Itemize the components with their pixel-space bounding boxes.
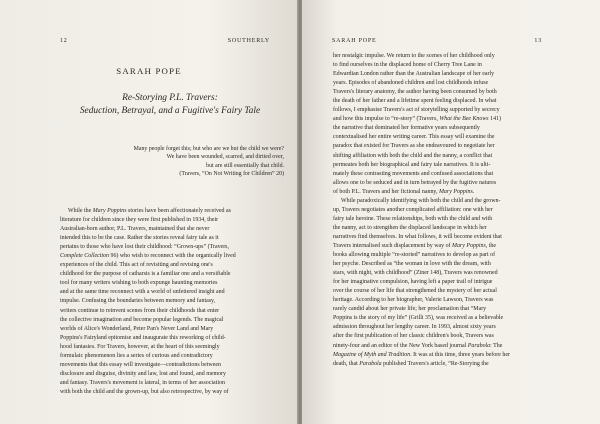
body-line: ninety-four and an editor of the New York based journal Parabola: The bbox=[333, 342, 503, 349]
body-line: tool for many writers wishing to both expunge haunting memories bbox=[60, 280, 218, 287]
epigraph-attribution: (Travers, “On Not Writing for Children” 20) bbox=[179, 170, 284, 177]
right-page bbox=[302, 0, 600, 424]
left-page bbox=[0, 0, 298, 424]
epigraph-line: We have been wounded, scarred, and dirtied over, bbox=[166, 154, 284, 161]
body-line: rarely candid about her private life; her proclamation that “Mary bbox=[333, 306, 487, 313]
body-line: pertains to those who have lost their childhood: “Grown-ups” (Travers, bbox=[60, 244, 229, 251]
article-title bbox=[40, 92, 298, 117]
body-line: years. Episodes of abandoned children and lost childhoods infuse bbox=[333, 80, 489, 87]
body-line: after the first publication of her classic children's book, Travers was bbox=[333, 333, 494, 340]
body-line: Magazine of Myth and Tradition. It was at this time, three years before her bbox=[333, 351, 510, 358]
body-line: shifting affiliation with both the child and the nanny, a conflict that bbox=[333, 152, 493, 159]
body-line: follows, I emphasise Travers's act of storytelling supported by secrecy bbox=[333, 107, 500, 114]
body-line: Poppins is the story of my life” (Grilli 35), was received as a believable bbox=[333, 315, 504, 322]
body-line: death, that Parabola published Travers's article, “Re-Storying the bbox=[333, 360, 489, 367]
body-line: writers continue to reinvent scenes from their childhoods that enter bbox=[60, 307, 220, 314]
body-line: experiences of the child. This act of revisiting and revising one's bbox=[60, 262, 213, 269]
body-line: the nanny, act to strengthen the displaced landscape in which her bbox=[333, 224, 487, 231]
article-title-line: Re-Storying P.L. Travers: bbox=[122, 93, 218, 103]
body-line: her psyche. Described as “the woman in love with the dream, with bbox=[333, 261, 491, 268]
body-line: up, Travers negotiates another complicated affiliation: one with her bbox=[333, 206, 493, 213]
body-line: literature for children since they were first published in 1934, their bbox=[60, 217, 219, 224]
body-line: Edwardian London rather than the Australian landscape of her early bbox=[333, 71, 495, 78]
epigraph bbox=[54, 145, 284, 178]
body-line: While paradoxically identifying with both the child and the grown- bbox=[341, 197, 501, 204]
body-line: the death of her father and a lifetime spent feeling displaced. In what bbox=[333, 98, 497, 105]
body-line: stars, with night, with childhood” (Ziner 148), Travers was renowned bbox=[333, 270, 498, 277]
body-line: hood fantasies. For Travers, however, at the heart of this seemingly bbox=[60, 343, 220, 350]
body-line: allows one to be seduced and in turn betrayed by the fugitive natures bbox=[333, 179, 497, 186]
body-line: permeates both her biographical and fairy tale narratives. It is ulti- bbox=[333, 161, 491, 168]
epigraph-line: but are still essentially that child. bbox=[206, 162, 284, 169]
right-body-text bbox=[333, 52, 551, 369]
body-line: to find ourselves in the displaced home of Cherry Tree Lane in bbox=[333, 62, 482, 69]
body-line: over the course of her life that strengthened the mystery of her actual bbox=[333, 288, 497, 295]
body-line: and fantasy. Travers's movement is lateral, in terms of her association bbox=[60, 379, 225, 386]
body-line: mately these contrasting movements and confused associations that bbox=[333, 170, 494, 177]
body-line: formulaic phenomenon lies a series of curious and contradictory bbox=[60, 352, 213, 359]
body-line: and how this impulse to “re-story” (Travers, What the Bee Knows 141) bbox=[333, 116, 501, 123]
body-line: contextualised her entire writing career. This essay will examine the bbox=[333, 134, 495, 141]
body-line: heritage. According to her biographer, Valerie Lawson, Travers was bbox=[333, 297, 494, 304]
body-line: and at the same time reconnect with a world of unfettered insight and bbox=[60, 289, 225, 296]
body-line: fairy tale heroine. These relationships, both with the child and with bbox=[333, 215, 493, 222]
body-line: impulse. Confusing the boundaries between memory and fantasy, bbox=[60, 298, 216, 305]
body-line: her nostalgic impulse. We return to the scenes of her childhood only bbox=[333, 53, 495, 59]
body-line: admission throughout her lengthy career. In 1993, almost sixty years bbox=[333, 324, 496, 331]
body-line: with both the child and the grown-up, but also retrospective, by way of bbox=[60, 388, 229, 395]
article-subtitle-line: Seduction, Betrayal, and a Fugitive's Fairy Tale bbox=[79, 105, 261, 116]
left-running-head: SOUTHERLY bbox=[227, 38, 270, 44]
body-line: While the Mary Poppins stories have been affectionately received as bbox=[68, 208, 231, 214]
right-page-number: 13 bbox=[534, 38, 542, 44]
left-page-number: 12 bbox=[60, 38, 68, 44]
body-line: Travers internalised such displacement by way of Mary Poppins, the bbox=[333, 242, 497, 249]
body-line: movements that this essay will investigate—contradictions between bbox=[60, 361, 221, 368]
right-running-head: SARAH POPE bbox=[332, 38, 377, 44]
body-line: disclosure and disguise, divinity and law, lost and found, and memory bbox=[60, 370, 227, 377]
body-line: the collective imagination and become popular legends. The magical bbox=[60, 316, 224, 323]
body-line: paradox that existed for Travers as she endeavoured to negotiate her bbox=[333, 143, 495, 150]
body-line: worlds of Alice's Wonderland, Peter Pan's Never Land and Mary bbox=[60, 325, 214, 332]
body-line: the narrative that dominated her formative years subsequently bbox=[333, 125, 480, 132]
body-line: of both P.L. Travers and her fictional nanny, Mary Poppins. bbox=[333, 188, 475, 195]
body-line: childhood for the purpose of catharsis is a familiar one and a versifiable bbox=[60, 271, 231, 278]
body-line: Poppins's Fairyland epitomise and inaugurate this reworking of child- bbox=[60, 334, 226, 341]
article-author: SARAH POPE bbox=[116, 66, 182, 76]
body-line: for her imaginative compulsion, having left a paper trail of intrigue bbox=[333, 279, 493, 286]
epigraph-line: Many people forget this; but who are we but the child we were? bbox=[133, 146, 284, 152]
body-line: books allowing multiple “re-storied” narratives to develop as part of bbox=[333, 252, 496, 259]
body-line: Travers's literary anatomy, the author having been consumed by both bbox=[333, 89, 497, 96]
body-line: narratives find themselves. In what follows, it will become evident that bbox=[333, 233, 502, 240]
body-line: intended this to be the case. Rather the stories reveal fairy tale as it bbox=[60, 235, 219, 242]
body-line: Australian-born author, P.L. Travers, maintained that she never bbox=[60, 226, 210, 233]
body-line: Complete Collection 96) who wish to reconnect with the organically lived bbox=[60, 253, 236, 260]
left-body-text bbox=[60, 207, 294, 397]
